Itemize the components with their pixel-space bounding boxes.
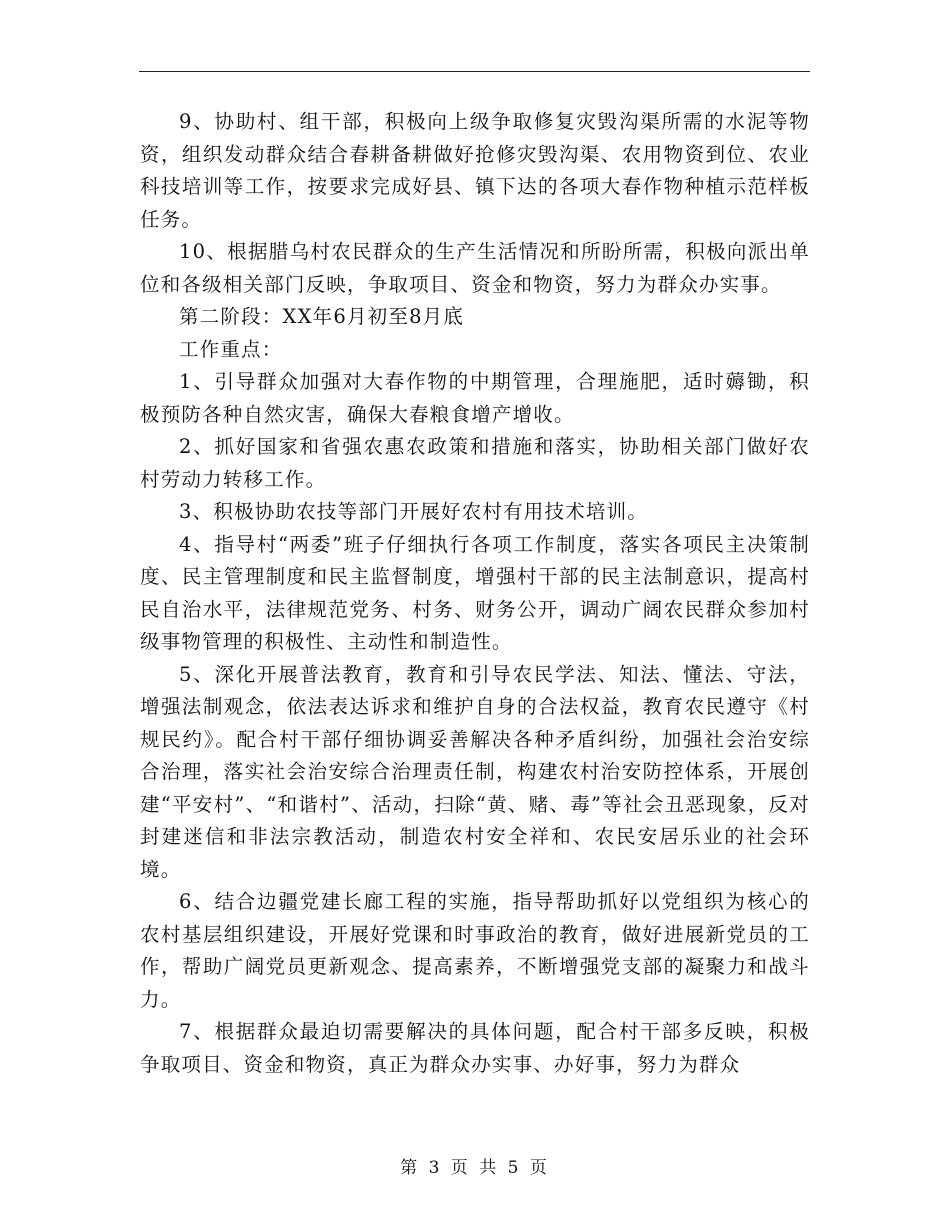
- paragraph-item-5: 5、深化开展普法教育，教育和引导农民学法、知法、懂法、守法，增强法制观念，依法表达诉求和维护自身的合法权益，教育农民遵守《村规民约》。配合村干部仔细协调妥善解决各种矛盾纠纷，加强社会治安综合治理，落实社会治安综合治理责任制，构建农村治安防控体系，开展创建“平安村”、“和谐村”、活动，扫除“黄、赌、毒”等社会丑恶现象，反对封建迷信和非法宗教活动，制造农村安全祥和、农民安居乐业的社会环境。: [140, 662, 810, 881]
- paragraph-item-4: 4、指导村“两委”班子仔细执行各项工作制度，落实各项民主决策制度、民主管理制度和民主监督制度，增强村干部的民主法制意识，提高村民自治水平，法律规范党务、村务、财务公开，调动广阔农民群众参加村级事物管理的积极性、主动性和制造性。: [140, 532, 810, 653]
- page-number-footer: 第 3 页 共 5 页: [400, 1158, 550, 1178]
- header-rule: [139, 71, 810, 72]
- section-heading-stage-two: 第二阶段：XX年6月初至8月底: [179, 305, 465, 328]
- paragraph-item-1: 1、引导群众加强对大春作物的中期管理，合理施肥，适时薅锄，积极预防各种自然灾害，确保大春粮食增产增收。: [140, 370, 810, 426]
- paragraph-item-9: 9、协助村、组干部，积极向上级争取修复灾毁沟渠所需的水泥等物资，组织发动群众结合春耕备耕做好抢修灾毁沟渠、农用物资到位、农业科技培训等工作，按要求完成好县、镇下达的各项大春作物种植示范样板任务。: [140, 110, 810, 231]
- paragraph-item-6: 6、结合边疆党建长廊工程的实施，指导帮助抓好以党组织为核心的农村基层组织建设，开展好党课和时事政治的教育，做好进展新党员的工作，帮助广阔党员更新观念、提高素养，不断增强党支部的凝聚力和战斗力。: [140, 890, 810, 1011]
- document-body: [140, 106, 810, 1081]
- paragraph-item-3: 3、积极协助农技等部门开展好农村有用技术培训。: [179, 500, 649, 523]
- paragraph-item-2: 2、抓好国家和省强农惠农政策和措施和落实，协助相关部门做好农村劳动力转移工作。: [140, 435, 810, 491]
- paragraph-item-10: 10、根据腊乌村农民群众的生产生活情况和所盼所需，积极向派出单位和各级相关部门反映，争取项目、资金和物资，努力为群众办实事。: [140, 240, 810, 296]
- section-subheading-key-work: 工作重点：: [179, 337, 283, 361]
- paragraph-item-7: 7、根据群众最迫切需要解决的具体问题，配合村干部多反映，积极争取项目、资金和物资，真正为群众办实事、办好事，努力为群众: [140, 1020, 810, 1076]
